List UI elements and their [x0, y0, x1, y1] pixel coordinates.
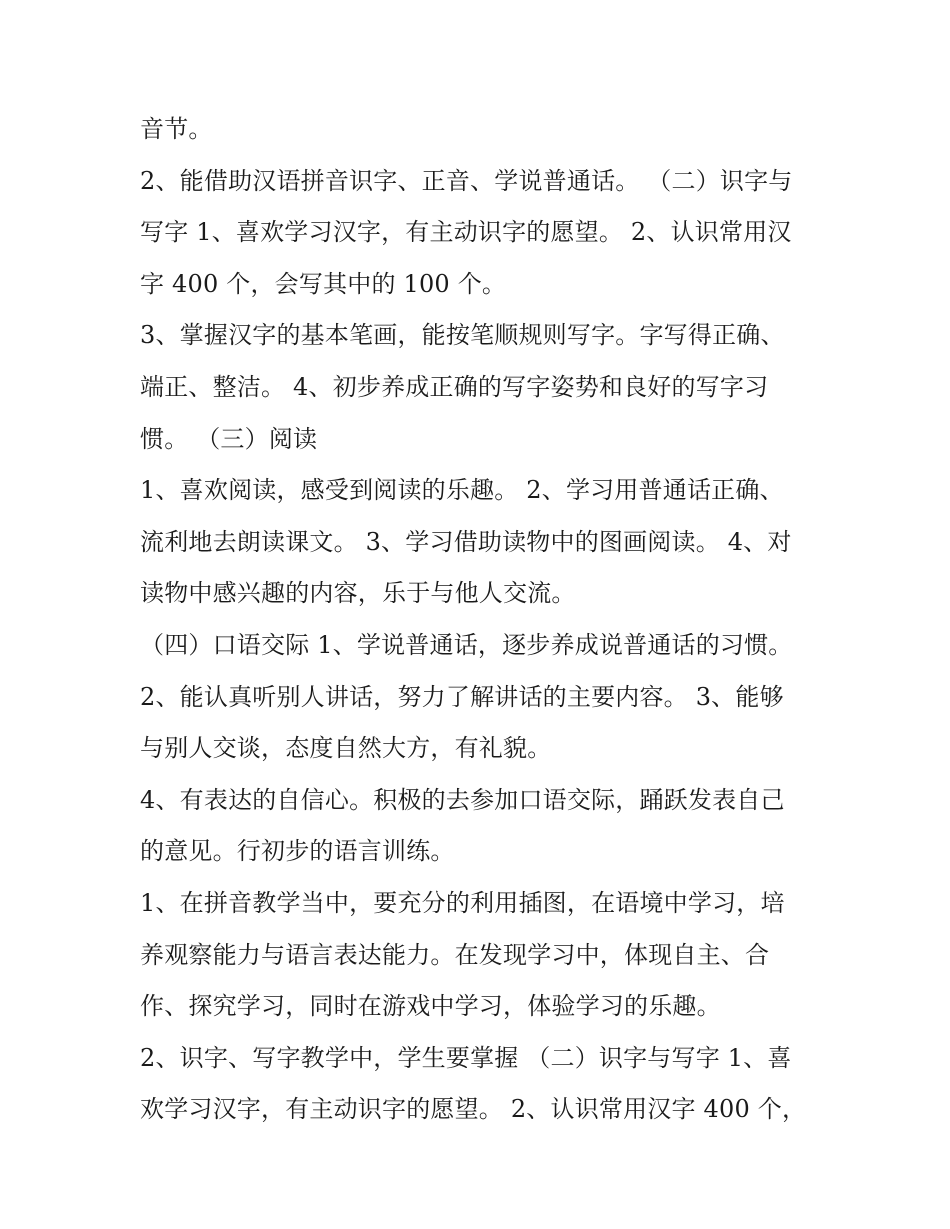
text-line: （四）口语交际 1、学说普通话，逐步养成说普通话的习惯。 — [140, 630, 793, 659]
text-line: 的意见。行初步的语言训练。 — [140, 837, 455, 866]
text-line: 与别人交谈，态度自然大方，有礼貌。 — [140, 734, 552, 763]
text-line: 2、能认真听别人讲话，努力了解讲话的主要内容。 3、能够 — [140, 682, 784, 711]
text-line: 4、有表达的自信心。积极的去参加口语交际，踊跃发表自己 — [140, 785, 785, 814]
text-line: 读物中感兴趣的内容，乐于与他人交流。 — [140, 579, 576, 608]
text-line: 作、探究学习，同时在游戏中学习，体验学习的乐趣。 — [140, 992, 721, 1021]
text-line: 养观察能力与语言表达能力。在发现学习中，体现自主、合 — [140, 940, 770, 969]
text-line: 2、识字、写字教学中，学生要掌握 （二）识字与写字 1、喜 — [140, 1043, 792, 1072]
text-line: 写字 1、喜欢学习汉字，有主动识字的愿望。 2、认识常用汉 — [140, 218, 792, 247]
text-line: 端正、整洁。 4、初步养成正确的写字姿势和良好的写字习 — [140, 372, 769, 401]
text-line: 欢学习汉字，有主动识字的愿望。 2、认识常用汉字 400 个， — [140, 1095, 807, 1124]
text-line: 1、在拼音教学当中，要充分的利用插图，在语境中学习，培 — [140, 888, 785, 917]
text-line: 流利地去朗读课文。 3、学习借助读物中的图画阅读。 4、对 — [140, 527, 792, 556]
text-line: 2、能借助汉语拼音识字、正音、学说普通话。 （二）识字与 — [140, 166, 793, 195]
text-line: 惯。 （三）阅读 — [140, 424, 318, 453]
text-line: 字 400 个，会写其中的 100 个。 — [140, 269, 507, 298]
text-line: 音节。 — [140, 115, 213, 143]
text-line: 3、掌握汉字的基本笔画，能按笔顺规则写字。字写得正确、 — [140, 321, 785, 350]
body-text — [140, 104, 820, 1136]
text-line: 1、喜欢阅读，感受到阅读的乐趣。 2、学习用普通话正确、 — [140, 476, 784, 505]
